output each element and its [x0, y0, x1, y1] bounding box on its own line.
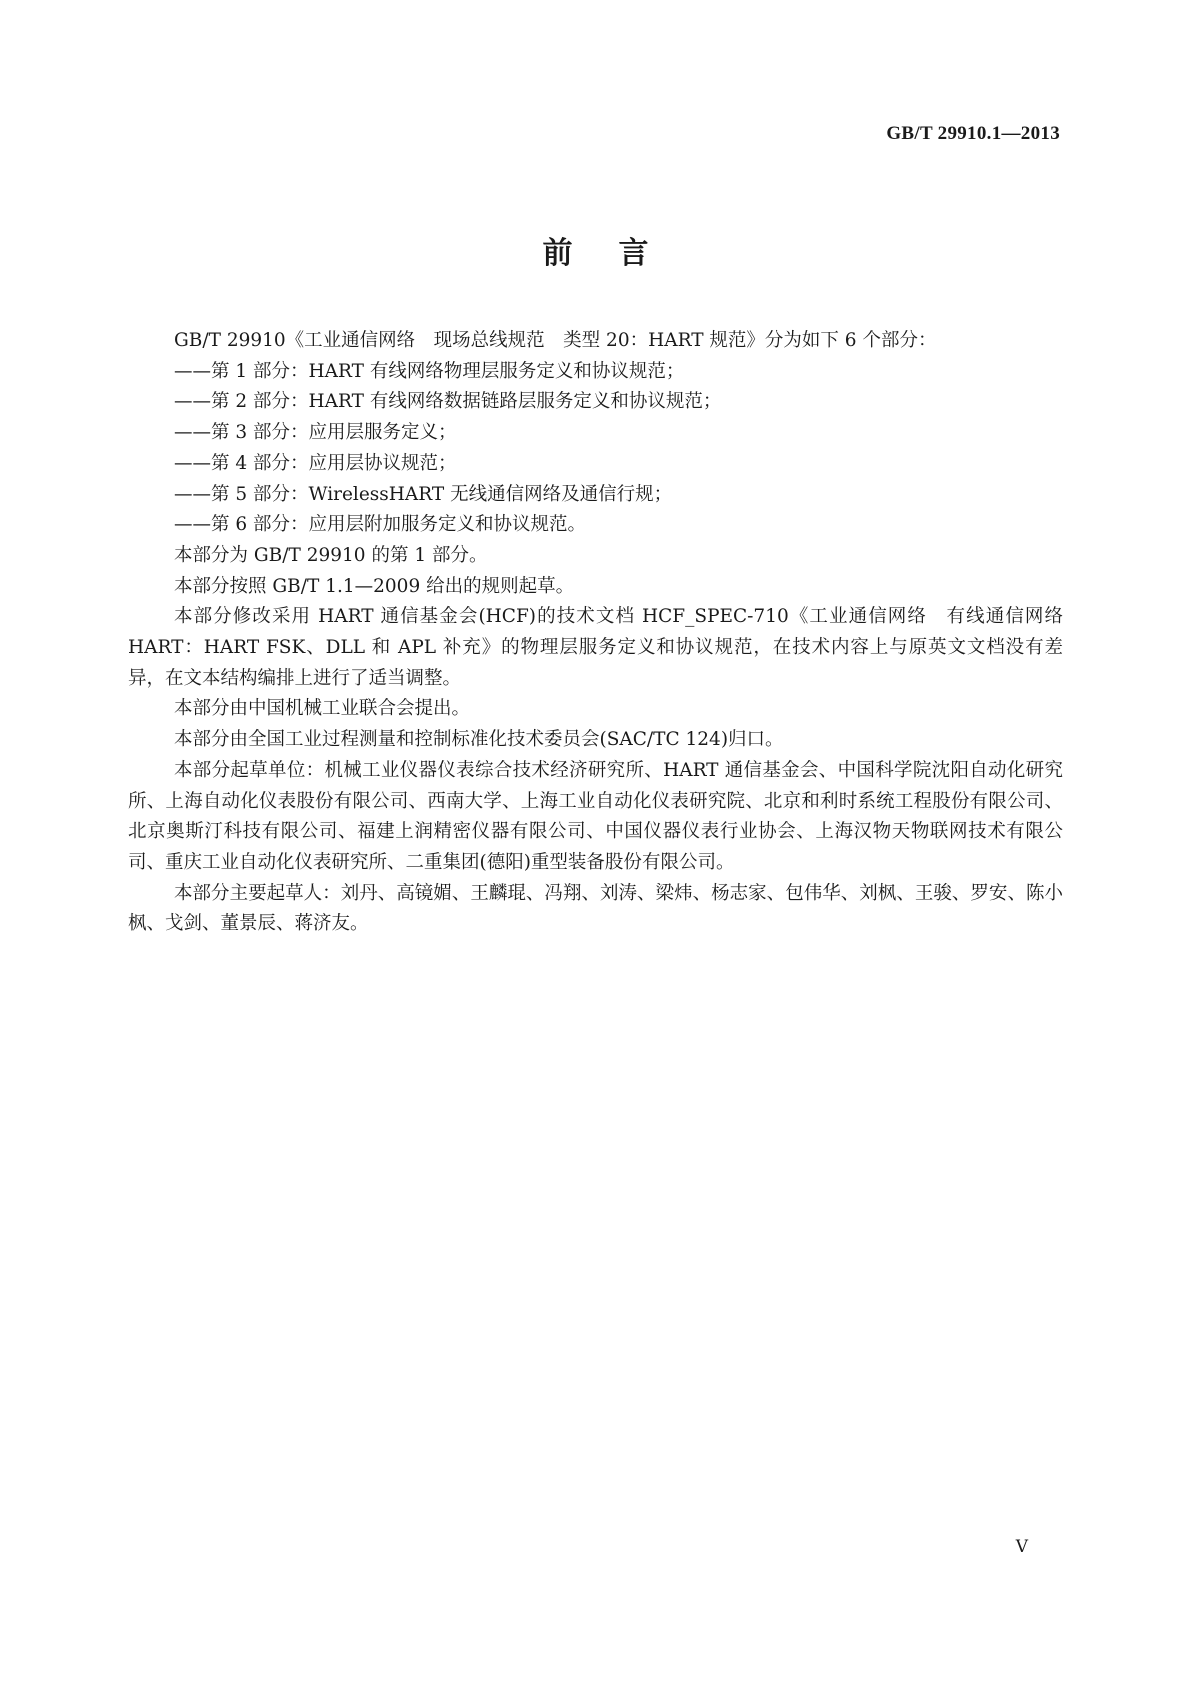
- paragraph: 本部分主要起草人：刘丹、高镜媚、王麟琨、冯翔、刘涛、梁炜、杨志家、包伟华、刘枫、王骏、罗安、陈小枫、戈剑、董景辰、蒋济友。: [128, 882, 1063, 935]
- list-item: ——第 3 部分：应用层服务定义；: [174, 422, 457, 444]
- paragraph: 本部分由全国工业过程测量和控制标准化技术委员会(SAC/TC 124)归口。: [174, 729, 784, 751]
- page-title: 前言: [542, 236, 695, 271]
- list-item: ——第 1 部分：HART 有线网络物理层服务定义和协议规范；: [174, 360, 685, 382]
- paragraph: 本部分修改采用 HART 通信基金会(HCF)的技术文档 HCF_SPEC-710《工业通信网络 有线通信网络 HART：HART FSK、DLL 和 APL 补充》的物理层服务定义和协议规范，在技术内容上与原英文文档没有差异，在文本结构编排上进行了适当调整。: [128, 606, 1082, 689]
- paragraph: 本部分起草单位：机械工业仪器仪表综合技术经济研究所、HART 通信基金会、中国科学院沈阳自动化研究所、上海自动化仪表股份有限公司、西南大学、上海工业自动化仪表研究院、北京和利时系统工程股份有限公司、北京奥斯汀科技有限公司、福建上润精密仪器有限公司、中国仪器仪表行业协会、上海汉物天物联网技术有限公司、重庆工业自动化仪表研究所、二重集团(德阳)重型装备股份有限公司。: [128, 759, 1063, 873]
- list-item: ——第 5 部分：WirelessHART 无线通信网络及通信行规；: [174, 483, 673, 505]
- paragraph: 本部分按照 GB/T 1.1—2009 给出的规则起草。: [174, 575, 575, 597]
- page-number: Ⅴ: [1015, 1537, 1028, 1556]
- list-item: ——第 4 部分：应用层协议规范；: [174, 452, 457, 474]
- paragraph: 本部分由中国机械工业联合会提出。: [174, 698, 471, 720]
- list-item: ——第 2 部分：HART 有线网络数据链路层服务定义和协议规范；: [174, 391, 722, 413]
- paragraph: 本部分为 GB/T 29910 的第 1 部分。: [174, 544, 488, 566]
- list-item: ——第 6 部分：应用层附加服务定义和协议规范。: [174, 514, 587, 536]
- standard-code: GB/T 29910.1—2013: [886, 123, 1060, 144]
- body-text: [128, 326, 1082, 940]
- paragraph: GB/T 29910《工业通信网络 现场总线规范 类型 20：HART 规范》分为如下 6 个部分：: [174, 330, 937, 351]
